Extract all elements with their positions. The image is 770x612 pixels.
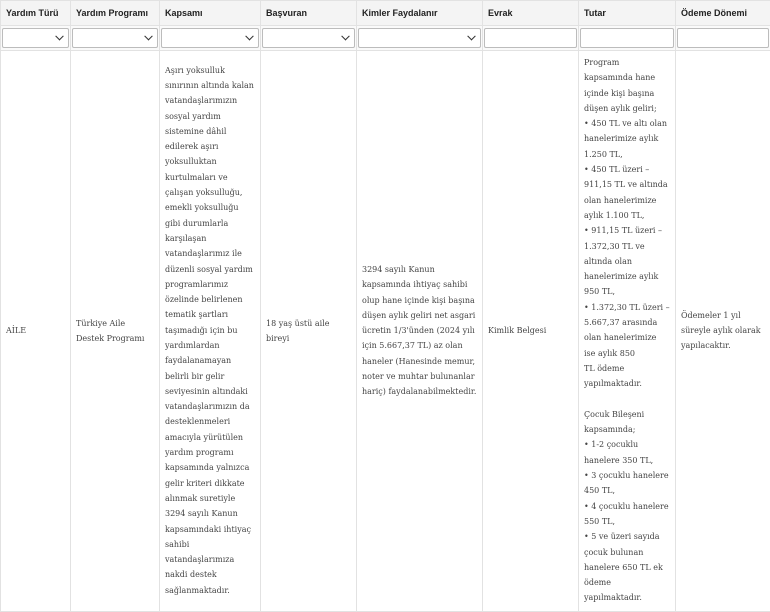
chevron-down-icon — [144, 31, 154, 41]
column-header-kapsami[interactable]: Kapsamı — [160, 1, 261, 26]
cell-tutar — [579, 51, 676, 612]
column-header-yardim-turu[interactable]: Yardım Türü — [1, 1, 71, 26]
tutar-line: • 911,15 TL üzeri – 1.372,30 TL ve altında olan hanelerimize aylık 950 TL, — [584, 223, 670, 299]
filter-cell — [357, 26, 483, 51]
cell-yardim-programi: Türkiye Aile Destek Programı — [71, 51, 160, 612]
cell-odeme-donemi: Ödemeler 1 yıl süreyle aylık olarak yapılacaktır. — [676, 51, 770, 612]
tutar-line: • 4 çocuklu hanelere 550 TL, — [584, 499, 670, 530]
filter-cell — [579, 26, 676, 51]
filter-select-kimler-faydalanir[interactable] — [358, 28, 481, 48]
cell-kapsami: Aşırı yoksulluk sınırının altında kalan vatandaşlarımızın sosyal yardım sistemine dâhil edilerek aşırı yoksulluktan kurtulmaları ve çalışan yoksulluğu, emekli yoksulluğu gibi durumlarla karşılaşan vatandaşlarımız ile düzenli sosyal yardım programlarımız özelinde belirlenen tematik şartları taşımadığı için bu yardımlardan faydalanamayan belirli bir gelir seviyesinin altındaki vatandaşlarımızın da desteklenmeleri amacıyla yürütülen yardım programı kapsamında yalnızca gelir kriteri dikkate alınmak suretiyle 3294 sayılı Kanun kapsamındaki ihtiyaç sahibi vatandaşlarımıza nakdi destek sağlanmaktadır. — [160, 51, 261, 612]
filter-cell — [261, 26, 357, 51]
filter-row — [1, 26, 770, 51]
tutar-line: • 1.372,30 TL üzeri – 5.667,37 arasında olan hanelerimize ise aylık 850 — [584, 300, 670, 361]
filter-cell — [160, 26, 261, 51]
tutar-line: • 450 TL ve altı olan hanelerimize aylık 1.250 TL, — [584, 116, 670, 162]
cell-kimler-faydalanir: 3294 sayılı Kanun kapsamında ihtiyaç sahibi olup hane içinde kişi başına düşen aylık geliri net asgari ücretin 1/3'ünden (2024 yılı için 5.667,37 TL) az olan haneler (Hanesinde memur, noter ve muhtar bulunanlar hariç) faydalanabilmektedir. — [357, 51, 483, 612]
filter-select-yardim-turu[interactable] — [2, 28, 69, 48]
column-header-basvuran[interactable]: Başvuran — [261, 1, 357, 26]
column-header-yardim-programi[interactable]: Yardım Programı — [71, 1, 160, 26]
filter-cell — [483, 26, 579, 51]
filter-select-kapsami[interactable] — [161, 28, 259, 48]
column-header-tutar[interactable]: Tutar — [579, 1, 676, 26]
chevron-down-icon — [245, 31, 255, 41]
filter-select-yardim-programi[interactable] — [72, 28, 158, 48]
filter-cell — [1, 26, 71, 51]
filter-select-evrak[interactable] — [484, 28, 577, 48]
column-header-odeme-donemi[interactable]: Ödeme Dönemi — [676, 1, 770, 26]
column-header-evrak[interactable]: Evrak — [483, 1, 579, 26]
chevron-down-icon — [341, 31, 351, 41]
cell-yardim-turu: AİLE — [1, 51, 71, 612]
filter-select-basvuran[interactable] — [262, 28, 355, 48]
header-row — [1, 1, 770, 26]
filter-select-tutar[interactable] — [580, 28, 674, 48]
tutar-line: • 3 çocuklu hanelere 450 TL, — [584, 468, 670, 499]
cell-evrak: Kimlik Belgesi — [483, 51, 579, 612]
tutar-line: • 5 ve üzeri sayıda çocuk bulunan hanelere 650 TL ek ödeme yapılmaktadır. — [584, 529, 670, 605]
filter-select-odeme-donemi[interactable] — [677, 28, 769, 48]
chevron-down-icon — [467, 31, 477, 41]
tutar-line: Çocuk Bileşeni kapsamında; — [584, 407, 670, 438]
cell-basvuran: 18 yaş üstü aile bireyi — [261, 51, 357, 612]
column-header-kimler-faydalanir[interactable]: Kimler Faydalanır — [357, 1, 483, 26]
filter-cell — [676, 26, 770, 51]
tutar-line: • 450 TL üzeri – 911,15 TL ve altında olan hanelerimize aylık 1.100 TL, — [584, 162, 670, 223]
filter-cell — [71, 26, 160, 51]
tutar-line: Program kapsamında hane içinde kişi başına düşen aylık geliri; — [584, 55, 670, 116]
tutar-line — [584, 392, 670, 407]
chevron-down-icon — [55, 31, 65, 41]
tutar-line: • 1-2 çocuklu hanelere 350 TL, — [584, 437, 670, 468]
tutar-line: TL ödeme yapılmaktadır. — [584, 361, 670, 392]
table-row — [1, 51, 770, 612]
